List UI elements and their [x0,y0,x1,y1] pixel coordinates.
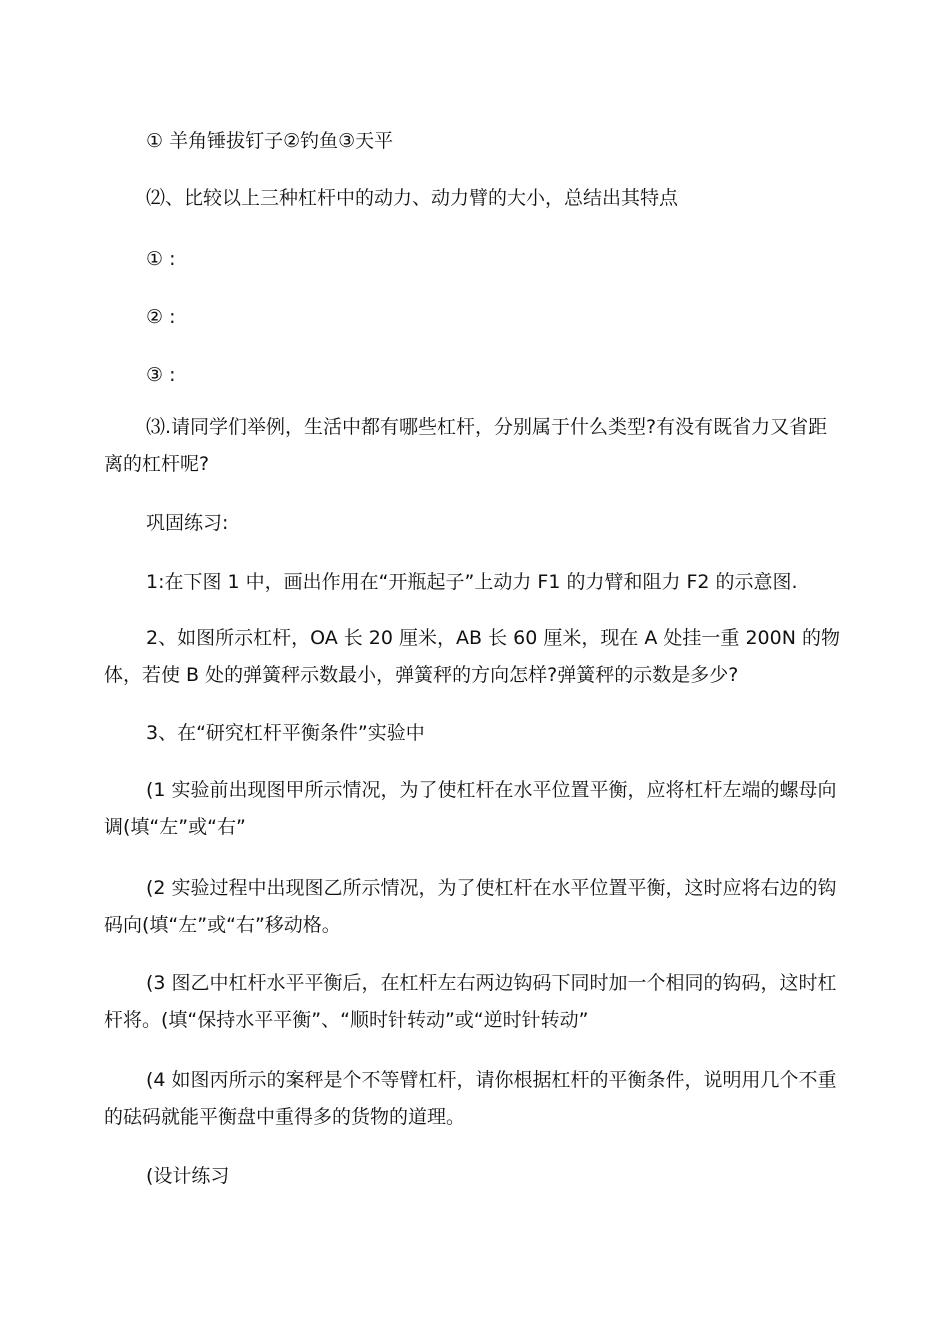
paragraph-exercise-3-part-3: (3 图乙中杠杆水平平衡后，在杠杆左右两边钩码下同时加一个相同的钩码，这时杠杆将。(填“保持水平平衡”、“顺时针转动”或“逆时针转动” [104,972,837,1031]
paragraph-exercise-2: 2、如图所示杠杆，OA 长 20 厘米，AB 长 60 厘米，现在 A 处挂一重 200N 的物体，若使 B 处的弹簧秤示数最小，弹簧秤的方向怎样?弹簧秤的示数是多少? [104,627,840,686]
paragraph-practice-heading: 巩固练习: [146,512,229,534]
paragraph-blank-1: ① : [146,248,176,270]
paragraph-question-2: ⑵、比较以上三种杠杆中的动力、动力臂的大小，总结出其特点 [146,187,679,209]
paragraph-exercise-3-part-2: (2 实验过程中出现图乙所示情况，为了使杠杆在水平位置平衡，这时应将右边的钩码向(填“左”或“右”移动格。 [104,877,837,936]
paragraph-question-3: ⑶.请同学们举例，生活中都有哪些杠杆，分别属于什么类型?有没有既省力又省距离的杠杆呢? [104,416,828,475]
paragraph-exercise-3-part-4: (4 如图丙所示的案秤是个不等臂杠杆，请你根据杠杆的平衡条件，说明用几个不重的砝码就能平衡盘中重得多的货物的道理。 [104,1069,837,1128]
paragraph-exercise-3-part-1: (1 实验前出现图甲所示情况，为了使杠杆在水平位置平衡，应将杠杆左端的螺母向调(填“左”或“右” [104,779,837,838]
paragraph-blank-3: ③ : [146,364,176,386]
paragraph-exercise-3: 3、在“研究杠杆平衡条件”实验中 [146,722,425,744]
paragraph-blank-2: ② : [146,306,176,328]
paragraph-exercise-1: 1:在下图 1 中，画出作用在“开瓶起子”上动力 F1 的力臂和阻力 F2 的示意图. [146,571,798,593]
paragraph-examples: ① 羊角锤拔钉子②钓鱼③天平 [146,130,394,152]
paragraph-design-practice: (设计练习 [146,1165,230,1187]
